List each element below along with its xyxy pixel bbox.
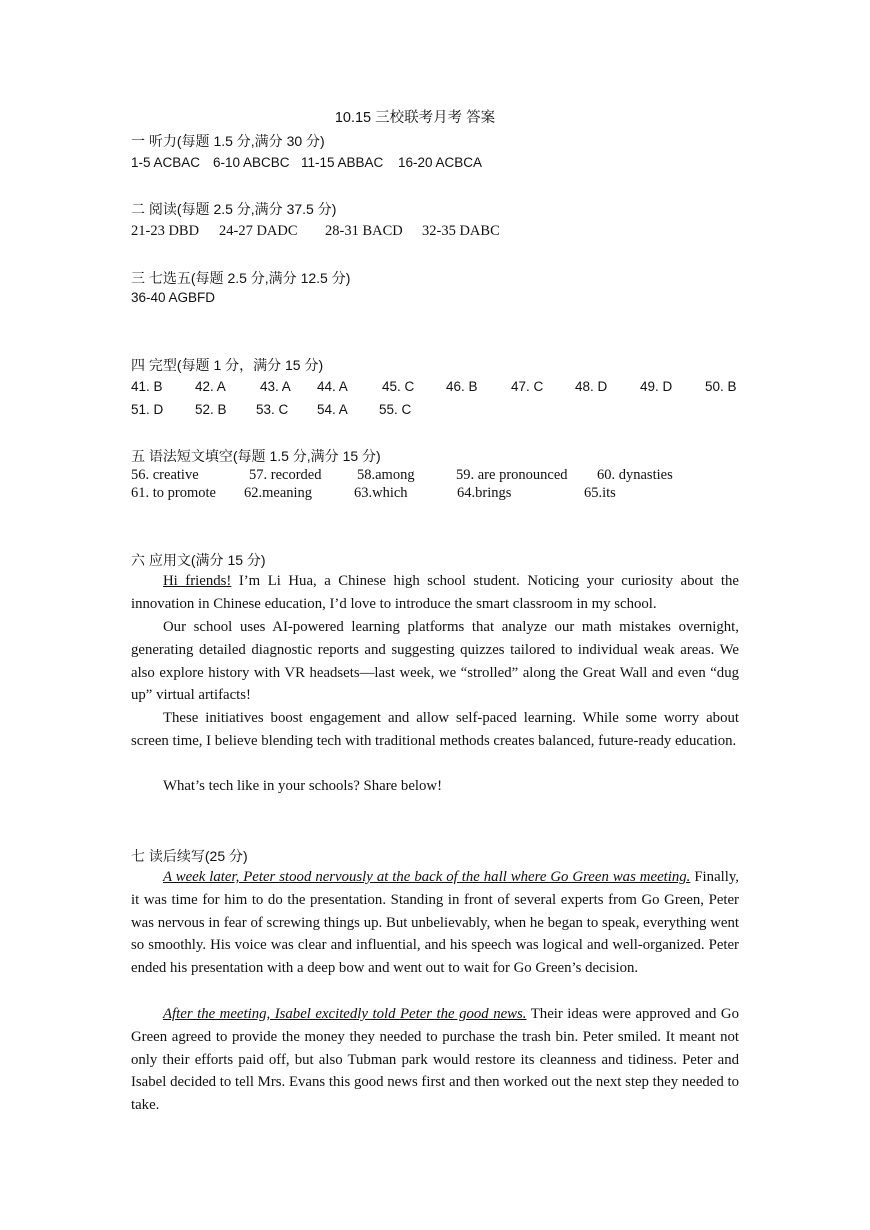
answer-item: 41. B bbox=[131, 379, 163, 394]
section-1-header: 一 听力(每题 1.5 分,满分 30 分) bbox=[131, 133, 325, 149]
answer-group: 32-35 DABC bbox=[422, 223, 500, 239]
answer-item: 52. B bbox=[195, 402, 227, 417]
answer-item: 63.which bbox=[354, 485, 408, 501]
story-paragraph bbox=[131, 1003, 739, 1117]
story-paragraph bbox=[131, 866, 739, 980]
greeting: Hi friends! bbox=[163, 573, 232, 589]
section-2-header: 二 阅读(每题 2.5 分,满分 37.5 分) bbox=[131, 201, 337, 217]
section-5-header: 五 语法短文填空(每题 1.5 分,满分 15 分) bbox=[131, 448, 381, 464]
answer-item: 57. recorded bbox=[249, 467, 322, 483]
answer-group: 16-20 ACBCA bbox=[398, 155, 483, 170]
section-3-header: 三 七选五(每题 2.5 分,满分 12.5 分) bbox=[131, 270, 351, 286]
answer-item: 59. are pronounced bbox=[456, 467, 568, 483]
answer-item: 64.brings bbox=[457, 485, 512, 501]
answer-group: 24-27 DADC bbox=[219, 223, 298, 239]
answer-item: 58.among bbox=[357, 467, 415, 483]
essay-paragraph: What’s tech like in your schools? Share below! bbox=[163, 778, 443, 794]
answer-item: 65.its bbox=[584, 485, 616, 501]
answer-group: 36-40 AGBFD bbox=[131, 290, 216, 305]
section-6-header: 六 应用文(满分 15 分) bbox=[131, 552, 266, 568]
answer-item: 55. C bbox=[379, 402, 412, 417]
answer-group: 11-15 ABBAC bbox=[301, 155, 384, 170]
answer-item: 45. C bbox=[382, 379, 415, 394]
given-opening-sentence: After the meeting, Isabel excitedly told Peter the good news. bbox=[163, 1006, 527, 1022]
answer-item: 42. A bbox=[195, 379, 226, 394]
essay-paragraph: These initiatives boost engagement and allow self-paced learning. While some worry about screen time, I believe blending tech with traditional methods creates balanced, future-ready education. bbox=[131, 710, 739, 749]
answer-item: 47. C bbox=[511, 379, 544, 394]
paragraph-text: Their ideas were approved and Go Green agreed to provide the money they needed to purchase the trash bin. Peter smiled. It meant not only their efforts paid off, but also Tubman park would restore its cleanness and tidiness. Peter and Isabel decided to tell Mrs. Evans this good news first and then worked out the next step they needed to take. bbox=[131, 1006, 739, 1114]
answer-group: 6-10 ABCBC bbox=[213, 155, 290, 170]
section-4-header: 四 完型(每题 1 分，满分 15 分) bbox=[131, 357, 324, 373]
paragraph-text: Finally, it was time for him to do the presentation. Standing in front of several experts from Go Green, Peter was nervous in fear of screwing things up. But unbelievably, when he began to speak, everything went so smoothly. His voice was clear and influential, and his speech was logical and well-organized. Peter ended his presentation with a deep bow and went out to wait for Go Green’s decision. bbox=[131, 869, 739, 977]
answer-item: 46. B bbox=[446, 379, 478, 394]
answer-item: 43. A bbox=[260, 379, 291, 394]
paragraph-text: I’m Li Hua, a Chinese high school student. Noticing your curiosity about the innovation in Chinese education, I’d love to introduce the smart classroom in my school. bbox=[131, 573, 740, 612]
answer-item: 50. B bbox=[705, 379, 737, 394]
answer-item: 51. D bbox=[131, 402, 164, 417]
essay-paragraph: Our school uses AI-powered learning platforms that analyze our math mistakes overnight, generating detailed diagnostic reports and suggesting quizzes tailored to individual weak areas. We also explore history with VR headsets—last week, we “strolled” along the Great Wall and even “dug up” virtual artifacts! bbox=[131, 619, 739, 704]
answer-item: 56. creative bbox=[131, 467, 199, 483]
answer-item: 60. dynasties bbox=[597, 467, 673, 483]
answer-group: 28-31 BACD bbox=[325, 223, 403, 239]
given-opening-sentence: A week later, Peter stood nervously at the back of the hall where Go Green was meeting. bbox=[163, 869, 691, 885]
answer-group: 21-23 DBD bbox=[131, 223, 200, 239]
answer-item: 44. A bbox=[317, 379, 348, 394]
answer-item: 61. to promote bbox=[131, 485, 216, 501]
page-title: 10.15 三校联考月考 答案 bbox=[334, 110, 496, 126]
answer-item: 53. C bbox=[256, 402, 289, 417]
answer-group: 1-5 ACBAC bbox=[131, 155, 201, 170]
answer-item: 54. A bbox=[317, 402, 348, 417]
answer-item: 48. D bbox=[575, 379, 608, 394]
essay-paragraph bbox=[131, 570, 739, 616]
answer-item: 62.meaning bbox=[244, 485, 313, 501]
answer-item: 49. D bbox=[640, 379, 673, 394]
section-7-header: 七 读后续写(25 分) bbox=[131, 848, 248, 864]
